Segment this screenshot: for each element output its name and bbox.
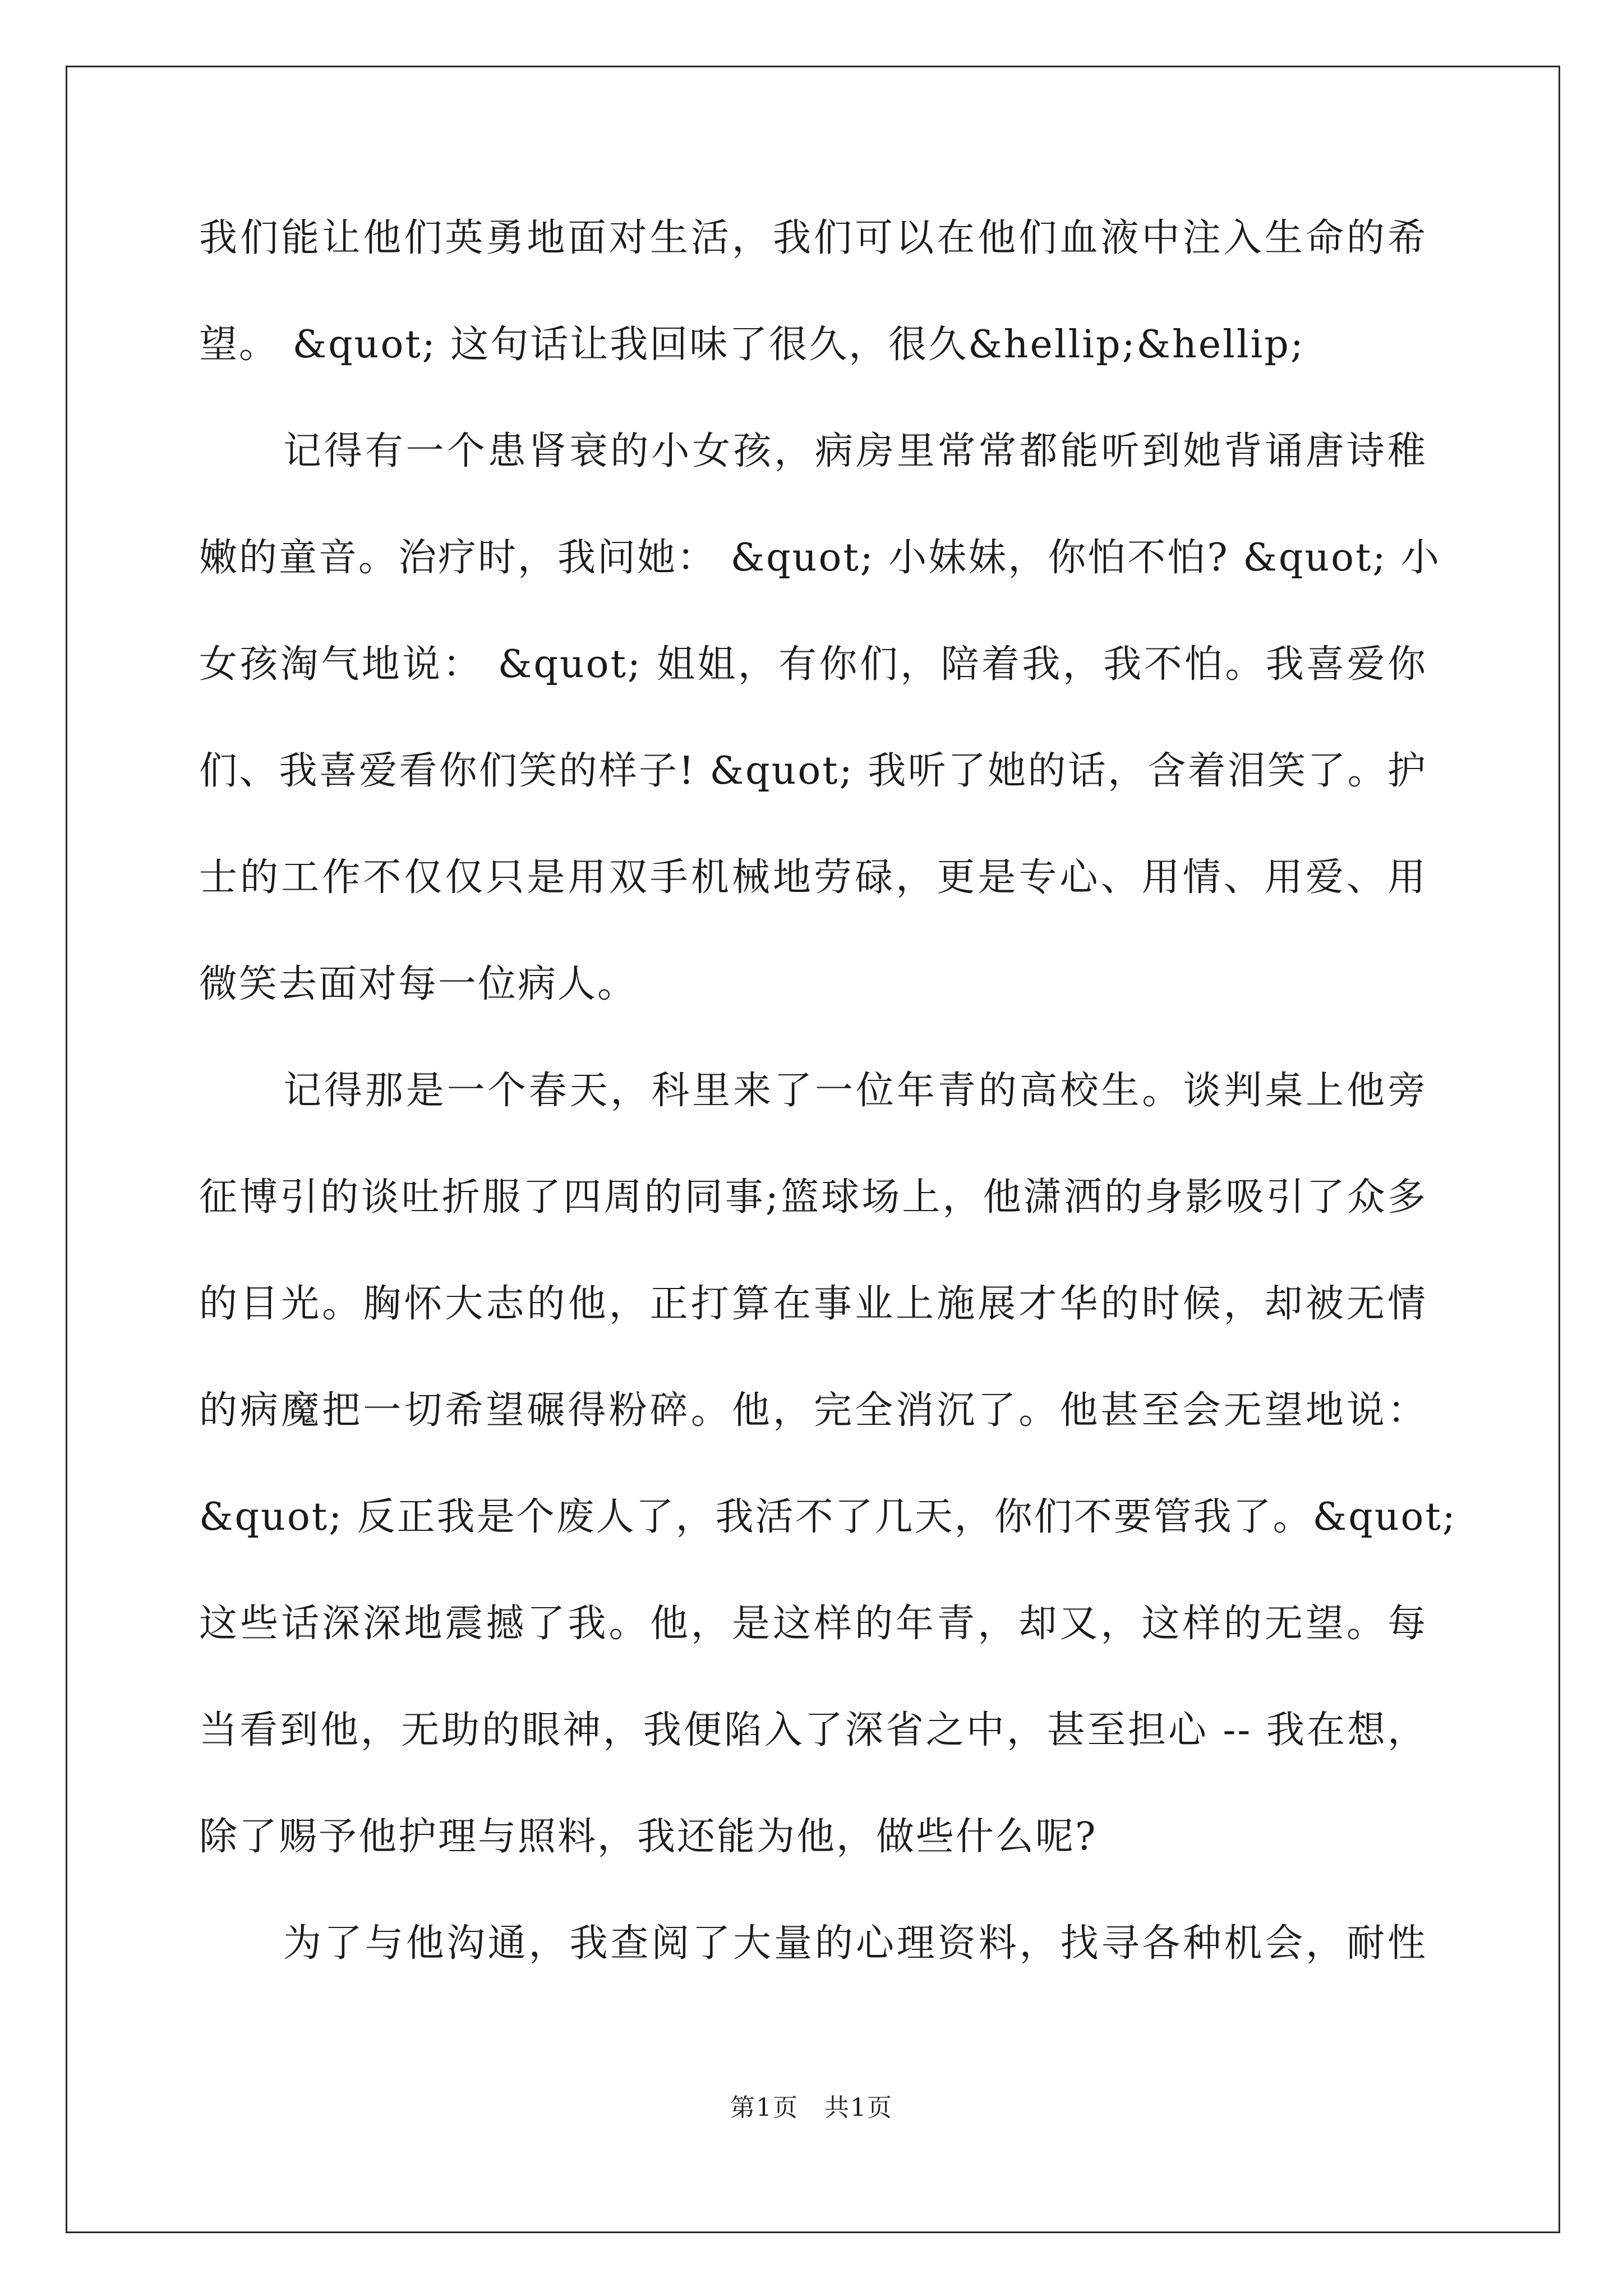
text-line: 征博引的谈吐折服了四周的同事;篮球场上，他潇洒的身影吸引了众多 xyxy=(199,1175,1427,1220)
text-line: 们、我喜爱看你们笑的样子! &quot; 我听了她的话，含着泪笑了。护 xyxy=(199,749,1427,793)
text-line: 当看到他，无助的眼神，我便陷入了深省之中，甚至担心 -- 我在想， xyxy=(199,1708,1427,1752)
page-footer xyxy=(0,2091,1623,2125)
page-number-label: 第1页 共1页 xyxy=(730,2093,893,2122)
text-line: 我们能让他们英勇地面对生活，我们可以在他们血液中注入生命的希 xyxy=(199,216,1427,260)
text-line: 望。 &quot; 这句话让我回味了很久，很久&hellip;&hellip; xyxy=(199,323,1305,367)
text-line: 除了赐予他护理与照料，我还能为他，做些什么呢? xyxy=(199,1815,1098,1859)
text-line: 微笑去面对每一位病人。 xyxy=(199,962,638,1006)
text-line: 士的工作不仅仅只是用双手机械地劳碌，更是专心、用情、用爱、用 xyxy=(199,855,1427,900)
text-line: 记得有一个患肾衰的小女孩，病房里常常都能听到她背诵唐诗稚 xyxy=(283,429,1427,473)
text-line: 为了与他沟通，我查阅了大量的心理资料，找寻各种机会，耐性 xyxy=(283,1921,1427,1966)
text-line: 的目光。胸怀大志的他，正打算在事业上施展才华的时候，却被无情 xyxy=(199,1282,1427,1326)
text-line: 这些话深深地震撼了我。他，是这样的年青，却又，这样的无望。每 xyxy=(199,1602,1427,1646)
text-line: 记得那是一个春天，科里来了一位年青的高校生。谈判桌上他旁 xyxy=(283,1069,1427,1113)
text-line: &quot; 反正我是个废人了，我活不了几天，你们不要管我了。&quot; xyxy=(199,1495,1457,1539)
text-line: 的病魔把一切希望碾得粉碎。他，完全消沉了。他甚至会无望地说： xyxy=(199,1388,1427,1433)
text-line: 女孩淘气地说： &quot; 姐姐，有你们，陪着我，我不怕。我喜爱你 xyxy=(199,642,1427,687)
page-border xyxy=(66,66,1560,2233)
text-line: 嫩的童音。治疗时，我问她： &quot; 小妹妹，你怕不怕? &quot; 小 xyxy=(199,536,1441,580)
